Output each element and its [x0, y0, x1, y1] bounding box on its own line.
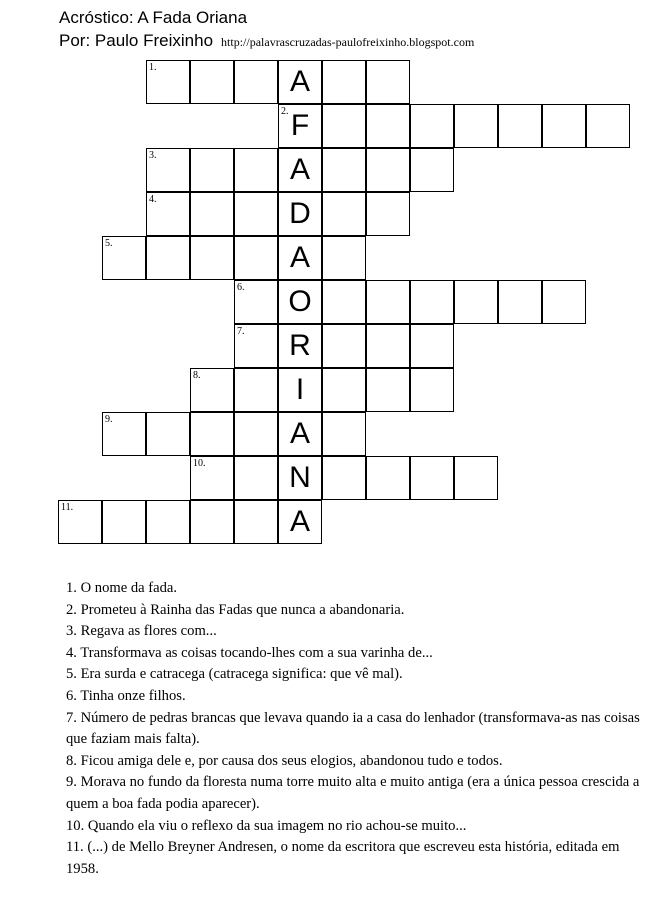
grid-cell[interactable]	[586, 104, 630, 148]
grid-cell[interactable]	[322, 236, 366, 280]
grid-cell[interactable]	[410, 456, 454, 500]
acrostic-letter: A	[289, 241, 310, 274]
grid-cell[interactable]	[234, 192, 278, 236]
grid-cell[interactable]	[366, 456, 410, 500]
grid-cell[interactable]	[234, 500, 278, 544]
acrostic-cell[interactable]	[278, 280, 322, 324]
acrostic-letter: D	[289, 197, 311, 230]
grid-cell[interactable]	[58, 500, 102, 544]
acrostic-cell[interactable]	[278, 236, 322, 280]
grid-cell[interactable]	[454, 104, 498, 148]
blog-url[interactable]: http://palavrascruzadas-paulofreixinho.blogspot.com	[221, 35, 475, 49]
grid-cell[interactable]	[498, 280, 542, 324]
author-name: Por: Paulo Freixinho	[59, 31, 214, 50]
acrostic-cell[interactable]	[278, 104, 322, 148]
clue-item: 6. Tinha onze filhos.	[66, 687, 186, 704]
page-title: Acróstico: A Fada Oriana	[59, 8, 248, 27]
grid-cell[interactable]	[410, 324, 454, 368]
grid-cell[interactable]	[498, 104, 542, 148]
clue-item: 3. Regava as flores com...	[66, 623, 217, 640]
grid-cell[interactable]	[322, 192, 366, 236]
grid-cell[interactable]	[146, 500, 190, 544]
grid-cell[interactable]	[190, 368, 234, 412]
clue-item: 11. (...) de Mello Breyner Andresen, o nome da escritora que escreveu esta história, editada em 1958.	[66, 839, 620, 877]
clue-number: 3.	[149, 150, 157, 161]
clue-number: 5.	[105, 238, 113, 249]
clue-item: 9. Morava no fundo da floresta numa torre muito alta e muito antiga (era a única pessoa crescida a quem a boa fada podia aparecer).	[66, 774, 640, 812]
grid-cell[interactable]	[410, 104, 454, 148]
grid-cell[interactable]	[366, 324, 410, 368]
grid-cell[interactable]	[190, 500, 234, 544]
grid-cell[interactable]	[190, 412, 234, 456]
grid-cell[interactable]	[366, 192, 410, 236]
grid-cell[interactable]	[146, 60, 190, 104]
clue-item: 8. Ficou amiga dele e, por causa dos seus elogios, abandonou tudo e todos.	[66, 752, 503, 769]
grid-cell[interactable]	[322, 368, 366, 412]
acrostic-cell[interactable]	[278, 324, 322, 368]
clue-item: 10. Quando ela viu o reflexo da sua imagem no rio achou-se muito...	[66, 817, 467, 834]
clue-number: 6.	[237, 282, 245, 293]
acrostic-cell[interactable]	[278, 500, 322, 544]
grid-cell[interactable]	[366, 368, 410, 412]
grid-cell[interactable]	[190, 192, 234, 236]
clue-item: 1. O nome da fada.	[66, 580, 178, 596]
acrostic-letter: A	[289, 65, 310, 98]
grid-cell[interactable]	[190, 236, 234, 280]
clue-number: 2.	[281, 106, 289, 117]
clue-number: 7.	[237, 326, 245, 337]
grid-cell[interactable]	[234, 368, 278, 412]
grid-cell[interactable]	[322, 60, 366, 104]
grid-cell[interactable]	[322, 148, 366, 192]
grid-cell[interactable]	[542, 280, 586, 324]
grid-cell[interactable]	[366, 60, 410, 104]
grid-cell[interactable]	[146, 192, 190, 236]
grid-cell[interactable]	[190, 456, 234, 500]
acrostic-cell[interactable]	[278, 368, 322, 412]
clue-number: 11.	[61, 502, 74, 513]
grid-cell[interactable]	[366, 148, 410, 192]
acrostic-letter: O	[288, 285, 312, 318]
clue-number: 8.	[193, 370, 201, 381]
grid-cell[interactable]	[102, 236, 146, 280]
clue-item: 2. Prometeu à Rainha das Fadas que nunca a abandonaria.	[66, 601, 405, 618]
grid-cell[interactable]	[366, 280, 410, 324]
acrostic-letter: F	[290, 109, 310, 142]
grid-cell[interactable]	[322, 280, 366, 324]
grid-cell[interactable]	[234, 324, 278, 368]
acrostic-letter: A	[289, 505, 310, 538]
grid-cell[interactable]	[366, 104, 410, 148]
grid-cell[interactable]	[102, 500, 146, 544]
grid-cell[interactable]	[102, 412, 146, 456]
acrostic-cell[interactable]	[278, 60, 322, 104]
acrostic-cell[interactable]	[278, 192, 322, 236]
grid-cell[interactable]	[322, 412, 366, 456]
grid-cell[interactable]	[190, 148, 234, 192]
acrostic-cell[interactable]	[278, 148, 322, 192]
grid-cell[interactable]	[322, 104, 366, 148]
acrostic-letter: N	[289, 461, 311, 494]
grid-cell[interactable]	[410, 148, 454, 192]
grid-cell[interactable]	[410, 280, 454, 324]
acrostic-letter: A	[289, 153, 310, 186]
grid-cell[interactable]	[234, 456, 278, 500]
clue-item: 4. Transformava as coisas tocando-lhes com a sua varinha de...	[66, 644, 433, 661]
clue-number: 9.	[105, 414, 113, 425]
acrostic-cell[interactable]	[278, 412, 322, 456]
grid-cell[interactable]	[234, 148, 278, 192]
grid-cell[interactable]	[234, 280, 278, 324]
grid-cell[interactable]	[190, 60, 234, 104]
acrostic-cell[interactable]	[278, 456, 322, 500]
grid-cell[interactable]	[146, 412, 190, 456]
grid-cell[interactable]	[322, 324, 366, 368]
grid-cell[interactable]	[322, 456, 366, 500]
clue-number: 10.	[193, 458, 206, 469]
grid-cell[interactable]	[454, 456, 498, 500]
grid-cell[interactable]	[542, 104, 586, 148]
clue-list	[66, 578, 646, 880]
acrostic-letter: R	[289, 329, 311, 362]
acrostic-letter: A	[289, 417, 310, 450]
grid-cell[interactable]	[234, 60, 278, 104]
clue-number: 4.	[149, 194, 157, 205]
grid-cell[interactable]	[234, 236, 278, 280]
grid-cell[interactable]	[454, 280, 498, 324]
grid-cell[interactable]	[410, 368, 454, 412]
clue-item: 5. Era surda e catracega (catracega significa: que vê mal).	[66, 666, 403, 683]
clue-item: 7. Número de pedras brancas que levava quando ia a casa do lenhador (transformava-as nas coisas que faziam mais falta).	[66, 709, 640, 748]
grid-cell[interactable]	[146, 236, 190, 280]
grid-cell[interactable]	[146, 148, 190, 192]
acrostic-letter: I	[295, 373, 305, 406]
clue-number: 1.	[149, 62, 157, 73]
grid-cell[interactable]	[234, 412, 278, 456]
